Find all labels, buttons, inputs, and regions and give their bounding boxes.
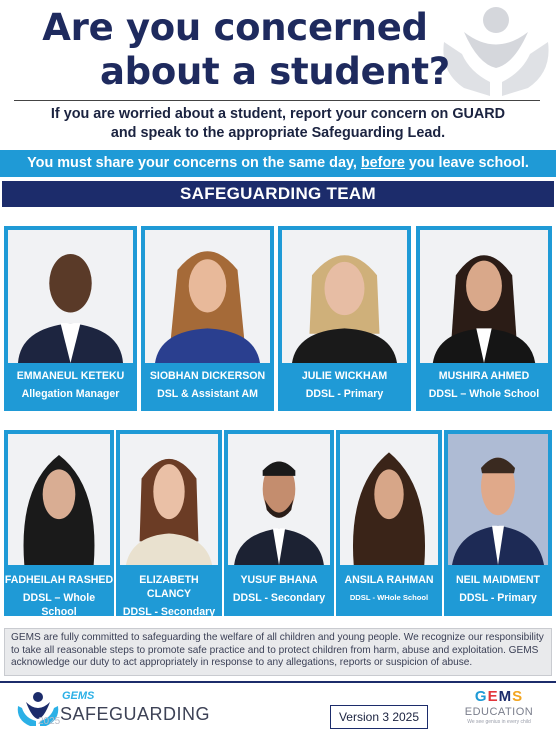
banner-text-before: You must share your concerns on the same day, — [27, 155, 361, 171]
hands-person-icon — [434, 2, 552, 100]
faint-date: 2025 — [38, 716, 61, 727]
staff-name: YUSUF BHANA — [240, 574, 318, 586]
title-line-1: Are you concerned — [42, 6, 428, 49]
page-title — [20, 6, 450, 94]
staff-photo — [120, 434, 218, 565]
commitment-statement: GEMS are fully committed to safeguarding the welfare of all children and young people. We recognize our responsibility to take all reasonable steps to promote safe practice and to protect children from harm, abuse and exploitation. GEMS acknowledge our duty to act appropriately in response to any allegations, reports or suspicion of abuse. — [4, 628, 552, 676]
staff-role: DDSL - Primary — [459, 592, 537, 604]
title-line-2: about a student? — [100, 50, 450, 93]
banner-emphasis: before — [360, 155, 405, 171]
staff-photo — [420, 230, 548, 363]
team-card — [4, 226, 137, 411]
team-card — [336, 430, 442, 616]
staff-role: DDSL - Primary — [305, 388, 384, 400]
team-card — [224, 430, 334, 616]
gems-education-logo — [462, 688, 536, 725]
staff-role: DDSL – Whole School — [428, 388, 540, 400]
staff-name: MUSHIRA AHMED — [438, 370, 530, 382]
staff-photo — [145, 230, 270, 363]
staff-role: DSL & Assistant AM — [157, 388, 258, 400]
staff-name: ELIZABETH CLANCY — [139, 574, 199, 600]
intro-text — [6, 105, 550, 143]
staff-name: NEIL MAIDMENT — [456, 574, 540, 586]
team-card — [278, 226, 411, 411]
staff-name: JULIE WICKHAM — [301, 370, 388, 382]
intro-line-2: and speak to the appropriate Safeguarding Lead. — [110, 125, 446, 141]
staff-role: DDSL - Secondary — [122, 606, 216, 618]
team-card — [141, 226, 274, 411]
staff-role: DDSL - WHole School — [349, 593, 429, 602]
team-card — [116, 430, 222, 616]
divider — [14, 100, 540, 101]
staff-role: DDSL – Whole School — [22, 592, 96, 618]
staff-photo — [8, 434, 110, 565]
gems-education-mark: GEMS — [474, 688, 524, 705]
gems-logo-text: GEMS — [62, 690, 95, 702]
education-word: EDUCATION — [464, 706, 534, 718]
team-card — [4, 430, 114, 616]
staff-role: Allegation Manager — [21, 388, 120, 400]
staff-photo — [228, 434, 330, 565]
banner-text-after: you leave school. — [404, 155, 529, 171]
staff-role: DDSL - Secondary — [232, 592, 326, 604]
staff-name: SIOBHAN DICKERSON — [149, 370, 266, 382]
education-tagline: We see genius in every child — [467, 719, 531, 725]
safeguarding-logo-text: SAFEGUARDING — [60, 704, 211, 724]
intro-line-1: If you are worried about a student, report your concern on GUARD — [50, 106, 506, 122]
team-heading: SAFEGUARDING TEAM — [2, 181, 554, 207]
staff-name: FADHEILAH RASHED — [4, 574, 114, 586]
staff-photo — [448, 434, 548, 565]
version-label: Version 3 2025 — [330, 705, 428, 729]
staff-name: ANSILA RAHMAN — [344, 574, 434, 586]
footer-divider — [0, 681, 556, 683]
staff-photo — [8, 230, 133, 363]
team-card — [416, 226, 552, 411]
staff-photo — [340, 434, 438, 565]
team-card — [444, 430, 552, 616]
staff-photo — [282, 230, 407, 363]
staff-name: EMMANEUL KETEKU — [16, 370, 125, 382]
same-day-banner — [0, 150, 556, 177]
